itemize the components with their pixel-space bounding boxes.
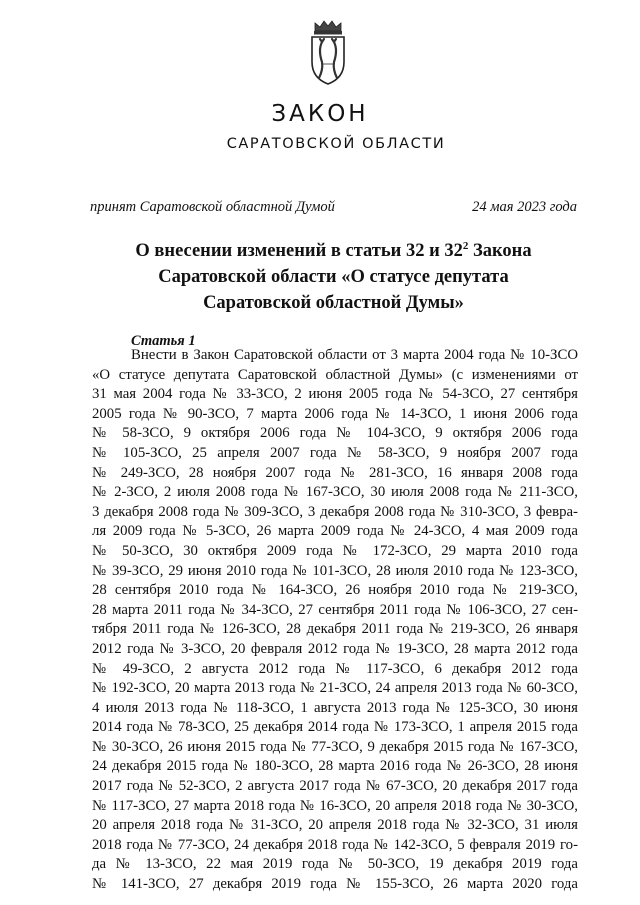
body-line: № 58-ЗСО, 9 октября 2006 года № 104-ЗСО, 9 октября 2006 года bbox=[92, 425, 578, 442]
title-line-1: О внесении изменений в статьи 32 и $32^2$ Закона bbox=[135, 239, 532, 261]
body-line: 4 июля 2013 года № 118-ЗСО, 1 августа 2013 года № 125-ЗСО, 30 июня bbox=[92, 699, 578, 716]
body-line: 2018 года № 77-ЗСО, 24 декабря 2018 года № 142-ЗСО, 5 февраля 2019 го- bbox=[92, 836, 578, 853]
adoption-date: 24 мая 2023 года bbox=[472, 199, 577, 215]
body-line: ля 2009 года № 5-ЗСО, 26 марта 2009 года № 24-ЗСО, 4 мая 2009 года bbox=[92, 523, 578, 540]
body-line: 3 декабря 2008 года № 309-ЗСО, 3 декабря 2008 года № 310-ЗСО, 3 февра- bbox=[92, 503, 578, 520]
body-line: № 2-ЗСО, 2 июля 2008 года № 167-ЗСО, 30 июля 2008 года № 211-ЗСО, bbox=[92, 484, 578, 501]
title-line-2: Саратовской области «О статусе депутата bbox=[158, 267, 509, 287]
body-line: № 50-ЗСО, 30 октября 2009 года № 172-ЗСО, 29 марта 2010 года bbox=[92, 542, 578, 559]
title-superscript: 2 bbox=[462, 239, 469, 252]
document-title bbox=[90, 238, 577, 316]
body-line: 31 мая 2004 года № 33-ЗСО, 2 июня 2005 года № 54-ЗСО, 27 сентября bbox=[92, 386, 578, 403]
body-line: № 39-ЗСО, 29 июня 2010 года № 101-ЗСО, 28 июля 2010 года № 123-ЗСО, bbox=[92, 562, 578, 579]
region-name: САРАТОВСКОЙ ОБЛАСТИ bbox=[226, 136, 446, 152]
body-line: 20 апреля 2018 года № 31-ЗСО, 20 апреля 2018 года № 32-ЗСО, 31 июля bbox=[92, 817, 578, 834]
body-line: 2014 года № 78-ЗСО, 25 декабря 2014 года № 173-ЗСО, 1 апреля 2015 года bbox=[92, 719, 578, 736]
body-line: 2012 года № 3-ЗСО, 20 февраля 2012 года № 19-ЗСО, 28 марта 2012 года bbox=[92, 640, 578, 657]
body-line: № 49-ЗСО, 2 августа 2012 года № 117-ЗСО, 6 декабря 2012 года bbox=[92, 660, 578, 677]
body-line: № 105-ЗСО, 25 апреля 2007 года № 58-ЗСО, 9 ноября 2007 года bbox=[92, 444, 578, 461]
body-line: № 192-ЗСО, 20 марта 2013 года № 21-ЗСО, 24 апреля 2013 года № 60-ЗСО, bbox=[92, 680, 578, 697]
body-line: тября 2011 года № 126-ЗСО, 28 декабря 2011 года № 219-ЗСО, 26 января bbox=[92, 621, 578, 638]
body-line: 2005 года № 90-ЗСО, 7 марта 2006 года № 14-ЗСО, 1 июня 2006 года bbox=[92, 405, 578, 422]
body-line: Внести в Закон Саратовской области от 3 марта 2004 года № 10-ЗСО bbox=[131, 347, 578, 363]
body-line: «О статусе депутата Саратовской областной Думы» (с изменениями от bbox=[92, 366, 578, 383]
body-line: 28 марта 2011 года № 34-ЗСО, 27 сентября 2011 года № 106-ЗСО, 27 сен- bbox=[92, 601, 578, 618]
article-heading: Статья 1 bbox=[131, 333, 196, 349]
body-line: 2017 года № 52-ЗСО, 2 августа 2017 года № 67-ЗСО, 20 декабря 2017 года bbox=[92, 778, 578, 795]
body-line: да № 13-ЗСО, 22 мая 2019 года № 50-ЗСО, 19 декабря 2019 года bbox=[92, 856, 578, 873]
title-line-3: Саратовской областной Думы» bbox=[203, 293, 464, 313]
body-line: № 117-ЗСО, 27 марта 2018 года № 16-ЗСО, 20 апреля 2018 года № 30-ЗСО, bbox=[92, 797, 578, 814]
adopted-by: принят Саратовской областной Думой bbox=[90, 199, 335, 215]
body-line: № 30-ЗСО, 26 июня 2015 года № 77-ЗСО, 9 декабря 2015 года № 167-ЗСО, bbox=[92, 738, 578, 755]
body-line: № 141-ЗСО, 27 декабря 2019 года № 155-ЗСО, 26 марта 2020 года bbox=[92, 876, 578, 893]
coat-of-arms-icon bbox=[308, 18, 348, 86]
body-line: 28 сентября 2010 года № 164-ЗСО, 26 ноября 2010 года № 219-ЗСО, bbox=[92, 582, 578, 599]
body-line: № 249-ЗСО, 28 ноября 2007 года № 281-ЗСО, 16 января 2008 года bbox=[92, 464, 578, 481]
body-line: 24 декабря 2015 года № 180-ЗСО, 28 марта 2016 года № 26-ЗСО, 28 июня bbox=[92, 758, 578, 775]
article-body bbox=[92, 346, 578, 895]
law-title: ЗАКОН bbox=[271, 101, 369, 127]
